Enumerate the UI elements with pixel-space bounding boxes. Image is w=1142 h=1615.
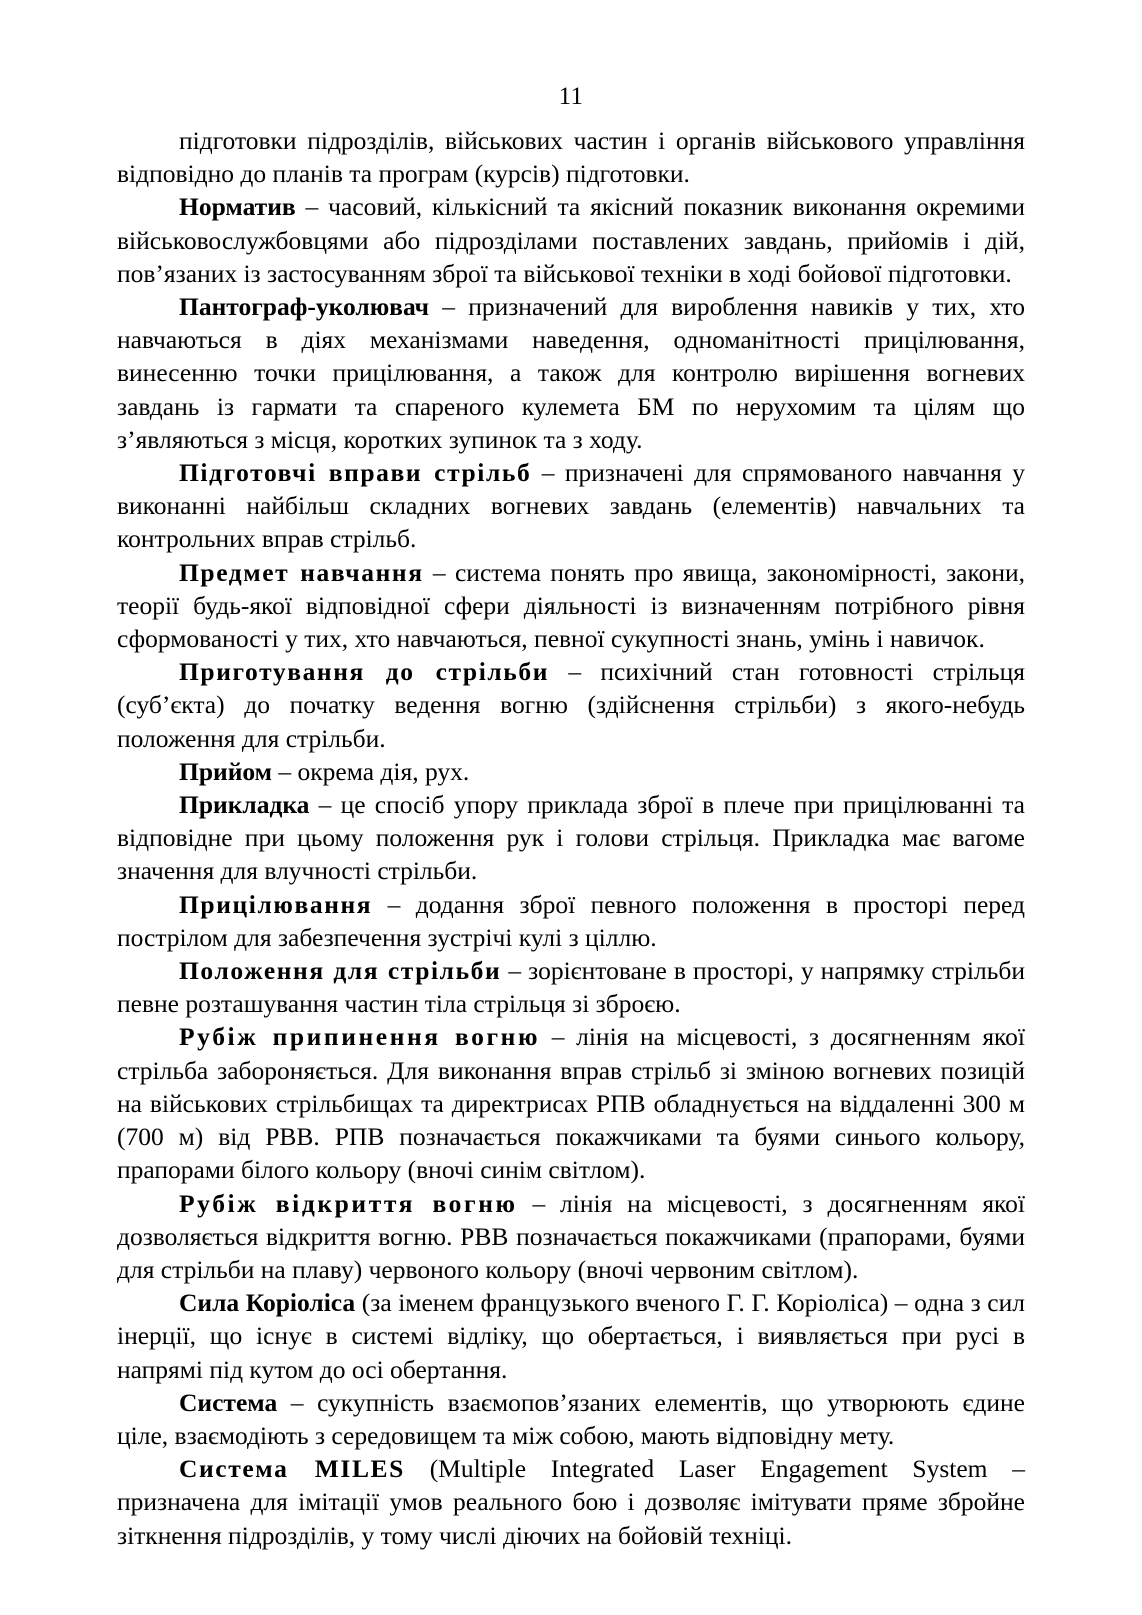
paragraph [117,954,1025,1020]
term-label: Прицілювання [179,889,373,919]
page-number: 11 [558,83,584,110]
term-label: Приготування до стрільби [179,657,550,687]
paragraph-text: – часовий, кількісний та якісний показник виконання окремими військовослужбовцями або підрозділами поставлених завдань, прийомів і дій, пов’язаних із застосуванням зброї та військової техніки в ході бойової підготовки. [117,192,1025,288]
paragraph-text: – система понять про явища, закономірності, закони, теорії будь-якої відповідної сфери діяльності із визначенням потрібного рівня сформованості у тих, хто навчаються, певної сукупності знань, умінь і навичок. [117,557,1026,654]
term-label: Прикладка [179,790,310,820]
paragraph [117,888,1025,954]
paragraph [117,655,1025,755]
paragraph-text: – лінія на місцевості, з досягненням якої стрільба забороняється. Для виконання вправ стрільб зі зміною вогневих позицій на військових стрільбищах та директрисах РПВ обладнується на віддаленні 300 м (700 м) від РВВ. РПВ позначається покажчиками та буями синього кольору, прапорами білого кольору (вночі синім світлом). [117,1022,1025,1185]
term-label: Прийом [179,756,273,786]
term-label: Норматив [179,192,296,222]
term-label: Предмет навчання [179,557,424,587]
paragraph-text: підготовки підрозділів, військових частин і органів військового управління відповідно до планів та програм (курсів) підготовки. [117,126,1025,189]
paragraph [117,456,1025,556]
paragraph [117,788,1025,888]
paragraph-text: – сукупність взаємопов’язаних елементів, що утворюють єдине ціле, взаємодіють з середовищем та між собою, мають відповідну мету. [117,1387,1025,1450]
term-label: Рубіж відкриття вогню [179,1188,518,1218]
paragraph-text: (за іменем французького вченого Г. Г. Коріоліса) – одна з сил інерції, що існує в системі відліку, що обертається, і виявляється при русі в напрямі під кутом до осі обертання. [117,1288,1025,1384]
term-label: Система [179,1387,278,1417]
paragraph [117,1020,1025,1186]
paragraph [117,1452,1025,1552]
paragraph [117,1386,1025,1452]
paragraph [117,124,1025,190]
paragraph-text: – це спосіб упору приклада зброї в плече при прицілюванні та відповідне при цьому положення рук і голови стрільця. Прикладка має вагоме значення для влучності стрільби. [117,790,1025,886]
paragraph-text: – призначені для спрямованого навчання у виконанні найбільш складних вогневих завдань (елементів) навчальних та контрольних вправ стрільб. [117,458,1025,554]
term-label: Сила Коріоліса [179,1288,356,1318]
term-label: Підготовчі вправи стрільб [179,458,532,488]
page-body [117,124,1025,1552]
paragraph-text: – зорієнтоване в просторі, у напрямку стрільби певне розташування частин тіла стрільця зі зброєю. [117,956,1025,1019]
paragraph [117,556,1025,656]
term-label: Рубіж припинення вогню [179,1022,541,1052]
paragraph [117,1286,1025,1386]
paragraph-text: – додання зброї певного положення в просторі перед пострілом для забезпечення зустрічі кулі з ціллю. [117,889,1025,952]
paragraph [117,1187,1025,1287]
paragraph-text: – призначений для вироблення навиків у тих, хто навчаються в діях механізмами наведення, одноманітності прицілювання, винесенню точки прицілювання, а також для контролю вирішення вогневих завдань із гармати та спареного кулемета БМ по нерухомим та цілям що з’являються з місця, коротких зупинок та з ходу. [117,292,1025,454]
paragraph-text: – окрема дія, рух. [272,756,470,786]
paragraph-text: – психічний стан готовності стрільця (суб’єкта) до початку ведення вогню (здійснення стрільби) з якого-небудь положення для стрільби. [117,657,1025,753]
paragraph-text: – лінія на місцевості, з досягненням якої дозволяється відкриття вогню. РВВ позначається покажчиками (прапорами, буями для стрільби на плаву) червоного кольору (вночі червоним світлом). [117,1188,1025,1284]
term-label: Пантограф-уколювач [179,292,430,322]
paragraph-text: (Multiple Integrated Laser Engagement System – призначена для імітації умов реального бою і дозволяє імітувати пряме збройне зіткнення підрозділів, у тому числі діючих на бойовій техніці. [117,1454,1025,1550]
paragraph [117,190,1025,290]
paragraph [117,755,1025,788]
term-label: Система MILES [179,1454,405,1484]
paragraph [117,290,1025,456]
term-label: Положення для стрільби [179,956,502,986]
